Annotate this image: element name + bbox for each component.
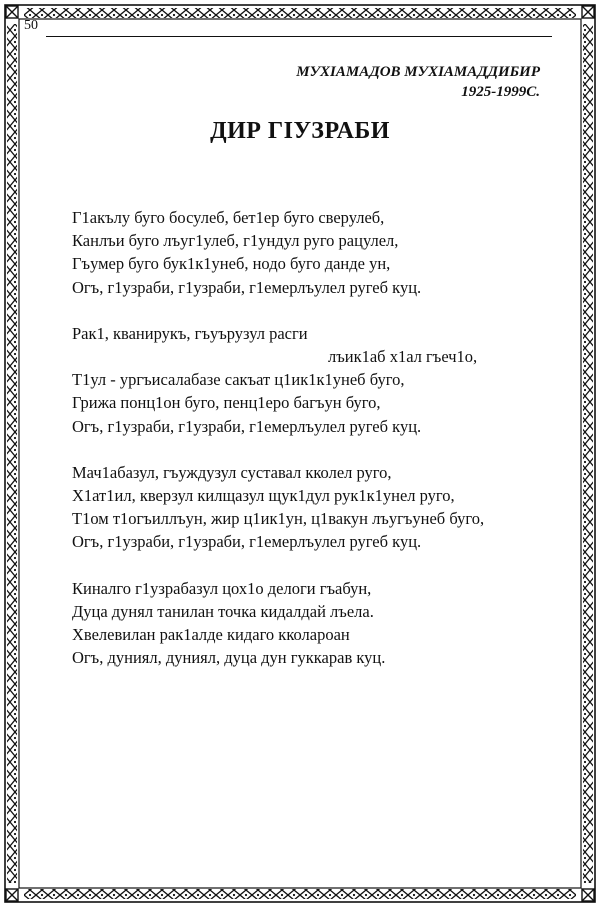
poem-line: Г1акълу буго босулеб, бет1ер буго сверулеб, [72, 208, 385, 227]
poem-line: Огъ, г1узраби, г1узраби, г1емерлъулел ругеб куц. [72, 532, 422, 552]
poem-line: Канлъи буго лъуг1улеб, г1ундул руго рацулел, [72, 231, 399, 251]
poem-line: Мач1абазул, гъуждузул суставал кколел руго, [72, 462, 392, 482]
poem-line: Т1ом т1огъиллъун, жир ц1ик1ун, ц1вакун лъугъунеб буго, [72, 509, 485, 529]
author-block [296, 62, 540, 102]
stanza-3 [72, 461, 542, 554]
poem-line: Киналго г1узрабазул цох1о делоги гъабун, [72, 578, 372, 598]
poem-line: Х1ат1ил, кверзул килщазул щук1дул рук1к1унел руго, [72, 486, 455, 506]
author-name: МУХIАМАДОВ МУХIАМАДДИБИР [296, 64, 540, 80]
poem-line: Т1ул - ургъисалабазе сакъат ц1ик1к1унеб буго, [72, 370, 405, 390]
stanza-1 [72, 206, 542, 299]
header-rule [46, 36, 552, 37]
poem-line: Рак1, кванирукъ, гъуърузул расги [72, 323, 308, 343]
poem-line-continuation: лъик1аб х1ал гъеч1о, [328, 347, 478, 367]
poem-line: Грижа понц1он буго, пенц1еро багъун буго, [72, 393, 381, 413]
stanza-4 [72, 577, 542, 670]
author-years: 1925-1999С. [461, 84, 540, 100]
poem-line: Хвелевилан рак1алде кидаго кколароан [72, 625, 350, 645]
poem-line: Огъ, г1узраби, г1узраби, г1емерлъулел ругеб куц. [72, 277, 422, 297]
page-number: 50 [24, 18, 38, 33]
stanza-2 [72, 322, 542, 438]
poem-line: Огъ, г1узраби, г1узраби, г1емерлъулел ругеб куц. [72, 416, 422, 436]
poem-line: Гъумер буго бук1к1унеб, нодо буго данде ун, [72, 254, 391, 274]
poem-body [72, 206, 542, 692]
poem-line: Огъ, дуниял, дуниял, дуца дун гуккарав куц. [72, 648, 386, 668]
poem-title: ДИР ГIУЗРАБИ [210, 118, 390, 144]
poem-line: Дуца дунял танилан точка кидалдай лъела. [72, 601, 374, 621]
